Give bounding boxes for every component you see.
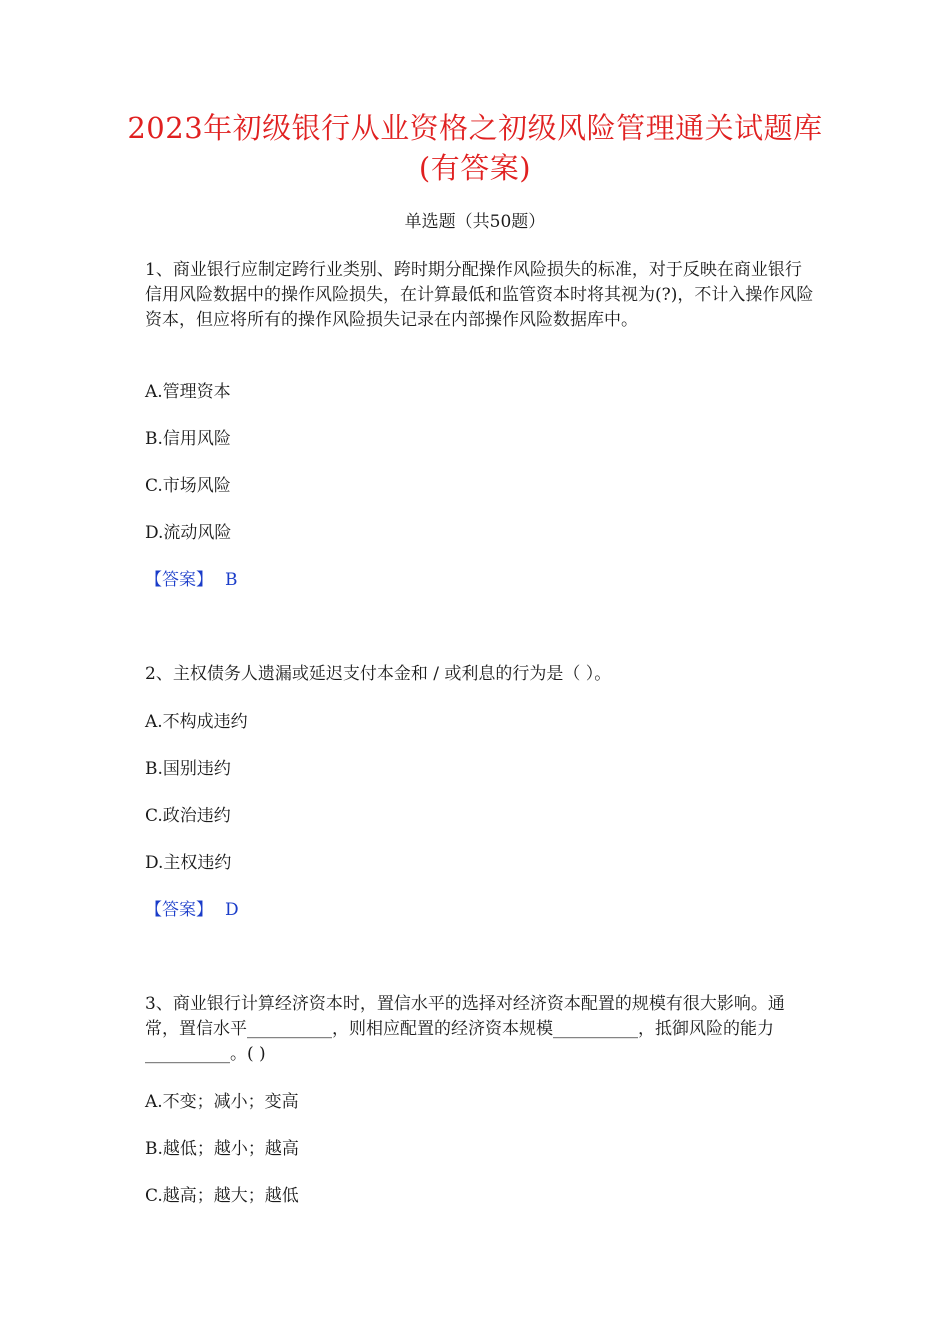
question-1-option-b: B.信用风险 — [145, 429, 231, 449]
answer-label: 【答案】 — [145, 570, 213, 590]
question-2-option-b: B.国别违约 — [145, 759, 231, 779]
question-3-option-a: A.不变；减小；变高 — [145, 1092, 299, 1112]
question-3-option-c: C.越高；越大；越低 — [145, 1186, 299, 1206]
question-2-option-a: A.不构成违约 — [145, 712, 248, 732]
question-3-option-b: B.越低；越小；越高 — [145, 1139, 299, 1159]
question-2-option-c: C.政治违约 — [145, 806, 231, 826]
question-1-option-a: A.管理资本 — [145, 382, 231, 402]
document-title: 2023年初级银行从业资格之初级风险管理通关试题库(有答案) — [127, 111, 823, 185]
answer-value: D — [225, 900, 239, 920]
answer-value: B — [225, 570, 238, 590]
question-2-answer — [145, 898, 239, 922]
question-2-stem: 2、主权债务人遗漏或延迟支付本金和 / 或利息的行为是（ ）。 — [145, 664, 612, 684]
question-1-answer — [145, 568, 238, 592]
question-1-option-c: C.市场风险 — [145, 476, 231, 496]
section-heading: 单选题（共50题） — [404, 212, 546, 232]
question-1-stem: 1、商业银行应制定跨行业类别、跨时期分配操作风险损失的标准，对于反映在商业银行信用风险数据中的操作风险损失，在计算最低和监管资本时将其视为(?)，不计入操作风险资本，但应将所有的操作风险损失记录在内部操作风险数据库中。 — [145, 260, 814, 330]
question-3-stem: 3、商业银行计算经济资本时，置信水平的选择对经济资本配置的规模有很大影响。通常，置信水平__________，则相应配置的经济资本规模__________，抵御风险的能力__________。( ) — [145, 994, 785, 1064]
question-1-option-d: D.流动风险 — [145, 523, 232, 543]
question-2-option-d: D.主权违约 — [145, 853, 232, 873]
answer-label: 【答案】 — [145, 900, 213, 920]
